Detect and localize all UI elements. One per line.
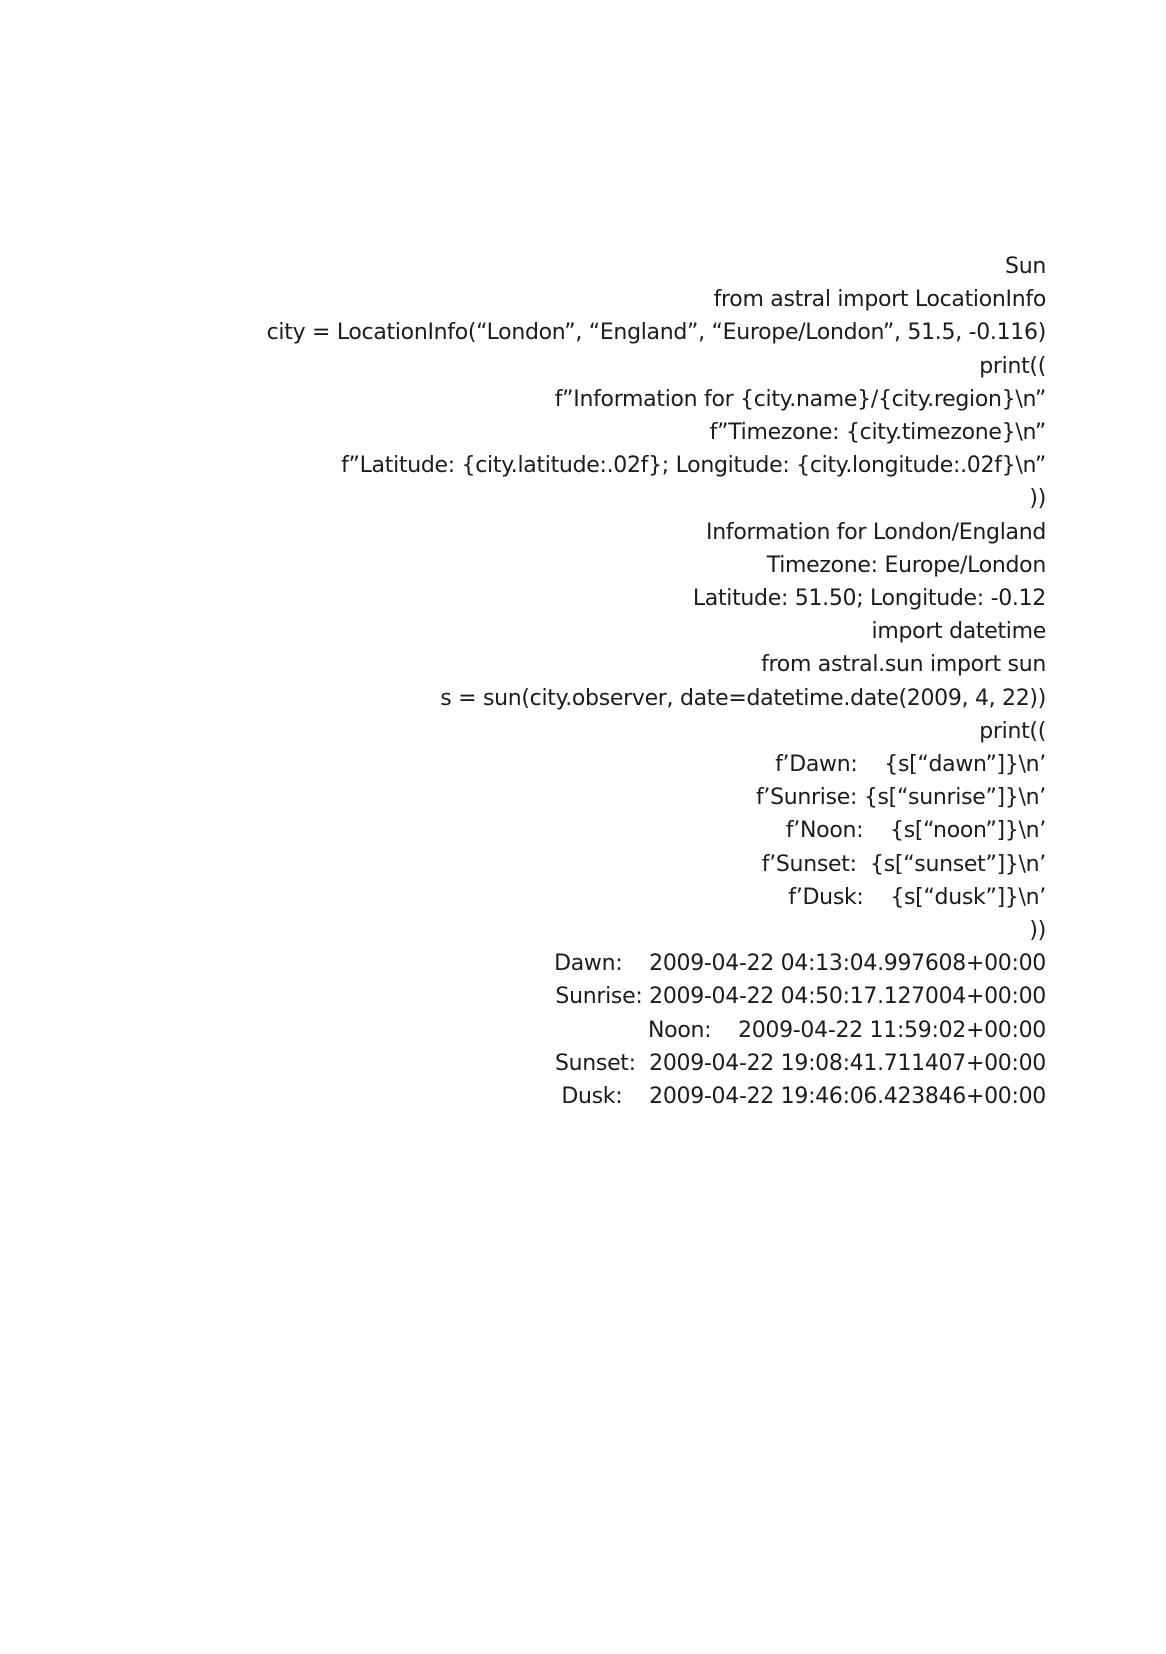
output-line-dusk: Dusk: 2009-04-22 19:46:06.423846+00:00 xyxy=(561,1084,1046,1110)
code-line-print-close-2: )) xyxy=(1029,918,1046,944)
code-line-print-open-2: print(( xyxy=(979,718,1046,744)
code-line-import-locationinfo: from astral import LocationInfo xyxy=(713,287,1046,313)
code-line-import-datetime: import datetime xyxy=(871,619,1046,645)
output-line-sunrise: Sunrise: 2009-04-22 04:50:17.127004+00:00 xyxy=(555,984,1046,1010)
code-line-fstring-dusk: f’Dusk: {s[“dusk”]}\n’ xyxy=(788,884,1046,910)
section-title: Sun xyxy=(1005,254,1046,279)
code-line-fstring-sunrise: f’Sunrise: {s[“sunrise”]}\n’ xyxy=(755,785,1046,811)
code-line-city-assignment: city = LocationInfo(“London”, “England”, “Europe/London”, 51.5, -0.116) xyxy=(266,320,1046,346)
output-line-sunset: Sunset: 2009-04-22 19:08:41.711407+00:00 xyxy=(554,1050,1046,1076)
code-line-sun-assignment: s = sun(city.observer, date=datetime.date(2009, 4, 22)) xyxy=(440,685,1046,711)
output-line-timezone: Timezone: Europe/London xyxy=(766,552,1046,578)
code-line-fstring-timezone: f”Timezone: {city.timezone}\n” xyxy=(709,420,1046,446)
code-line-fstring-dawn: f’Dawn: {s[“dawn”]}\n’ xyxy=(775,752,1046,778)
code-line-fstring-noon: f’Noon: {s[“noon”]}\n’ xyxy=(785,818,1046,844)
output-line-information: Information for London/England xyxy=(706,519,1046,545)
code-line-import-sun: from astral.sun import sun xyxy=(761,652,1046,678)
code-line-fstring-information: f”Information for {city.name}/{city.region}\n” xyxy=(554,386,1046,412)
code-line-fstring-sunset: f’Sunset: {s[“sunset”]}\n’ xyxy=(761,851,1046,877)
output-line-latitude: Latitude: 51.50; Longitude: -0.12 xyxy=(692,586,1046,612)
output-line-noon: Noon: 2009-04-22 11:59:02+00:00 xyxy=(648,1017,1046,1043)
code-line-fstring-latitude: f”Latitude: {city.latitude:.02f}; Longitude: {city.longitude:.02f}\n” xyxy=(341,453,1046,479)
code-line-print-open: print(( xyxy=(979,353,1046,379)
document-text-block xyxy=(146,250,1046,1113)
output-line-dawn: Dawn: 2009-04-22 04:13:04.997608+00:00 xyxy=(554,951,1046,977)
code-line-print-close: )) xyxy=(1029,486,1046,512)
